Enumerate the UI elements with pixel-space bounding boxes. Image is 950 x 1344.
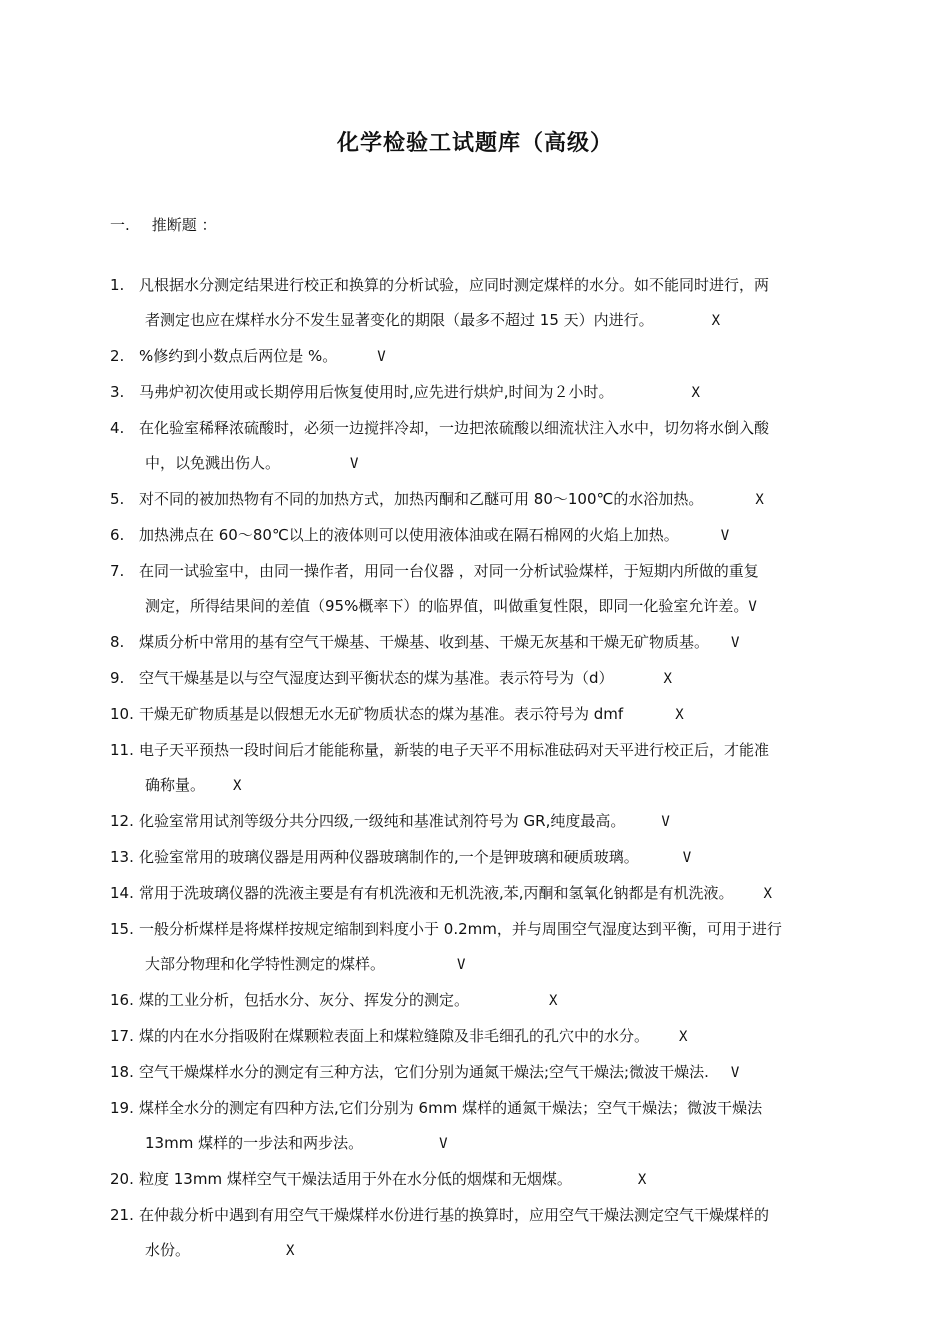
- answer-mark: V: [730, 1065, 740, 1081]
- question-text: [110, 876, 845, 912]
- question-text: [110, 1019, 845, 1055]
- question-line: 煤的工业分析，包括水分、灰分、挥发分的测定。 X: [139, 983, 845, 1019]
- answer-mark: V: [720, 528, 730, 544]
- question-text: [110, 840, 845, 876]
- question-line: 空气干燥基是以与空气湿度达到平衡状态的煤为基准。表示符号为（d） X: [139, 661, 845, 697]
- question-text: [110, 554, 845, 625]
- question-text: [110, 1198, 845, 1269]
- question-text: [110, 482, 845, 518]
- answer-mark: X: [755, 492, 764, 508]
- question-number: 21.: [110, 1206, 134, 1224]
- answer-mark: X: [663, 671, 672, 687]
- question-item: [110, 1091, 845, 1162]
- question-number: 1.: [110, 276, 125, 294]
- question-item: [110, 518, 845, 554]
- question-item: [110, 840, 845, 876]
- question-item: [110, 1055, 845, 1091]
- question-line: 水份。 X: [139, 1233, 845, 1269]
- question-item: [110, 733, 845, 804]
- question-text: [110, 625, 845, 661]
- answer-mark: V: [682, 850, 692, 866]
- question-line: 电子天平预热一段时间后才能能称量，新装的电子天平不用标准砝码对天平进行校正后，才能准: [139, 741, 770, 759]
- question-line: 粒度 13mm 煤样空气干燥法适用于外在水分低的烟煤和无烟煤。 X: [139, 1162, 845, 1198]
- answer-mark: X: [679, 1029, 688, 1045]
- question-item: [110, 482, 845, 518]
- question-text: [110, 1091, 845, 1162]
- question-item: [110, 554, 845, 625]
- question-number: 4.: [110, 419, 125, 437]
- question-line: 者测定也应在煤样水分不发生显著变化的期限（最多不超过 15 天）内进行。 X: [139, 303, 845, 339]
- question-number: 19.: [110, 1099, 134, 1117]
- question-line: 干燥无矿物质基是以假想无水无矿物质状态的煤为基准。表示符号为 dmf X: [139, 697, 845, 733]
- question-item: [110, 876, 845, 912]
- question-line: 煤的内在水分指吸附在煤颗粒表面上和煤粒缝隙及非毛细孔的孔穴中的水分。 X: [139, 1019, 845, 1055]
- question-text: [110, 375, 845, 411]
- question-item: [110, 411, 845, 482]
- question-text: [110, 983, 845, 1019]
- question-number: 9.: [110, 669, 125, 687]
- question-line: 煤质分析中常用的基有空气干燥基、干燥基、收到基、干燥无灰基和干燥无矿物质基。 V: [139, 625, 845, 661]
- question-item: [110, 339, 845, 375]
- question-item: [110, 804, 845, 840]
- question-item: [110, 912, 845, 983]
- section-number: 一.: [110, 216, 130, 234]
- question-text: [110, 1055, 845, 1091]
- question-line: 大部分物理和化学特性测定的煤样。 V: [139, 947, 845, 983]
- answer-mark: V: [377, 349, 386, 365]
- question-number: 15.: [110, 920, 134, 938]
- question-text: [110, 1162, 845, 1198]
- question-number: 8.: [110, 633, 125, 651]
- answer-mark: X: [637, 1172, 647, 1188]
- question-line: 凡根据水分测定结果进行校正和换算的分析试验，应同时测定煤样的水分。如不能同时进行，两: [139, 276, 770, 294]
- question-line: 空气干燥煤样水分的测定有三种方法，它们分别为通氮干燥法;空气干燥法;微波干燥法. V: [139, 1055, 845, 1091]
- question-text: [110, 411, 845, 482]
- answer-mark: V: [457, 957, 466, 973]
- page-title: 化学检验工试题库（高级）: [336, 131, 613, 156]
- section-label: 推断题 ：: [151, 216, 217, 234]
- answer-mark: V: [731, 635, 740, 651]
- question-item: [110, 1198, 845, 1269]
- question-item: [110, 697, 845, 733]
- question-number: 3.: [110, 383, 125, 401]
- question-text: [110, 733, 845, 804]
- question-line: 在同一试验室中，由同一操作者，用同一台仪器 ，对同一分析试验煤样，于短期内所做的重复: [139, 562, 759, 580]
- question-line: %修约到小数点后两位是 %。 V: [139, 339, 845, 375]
- question-item: [110, 268, 845, 339]
- question-text: [110, 518, 845, 554]
- question-line: 化验室常用的玻璃仪器是用两种仪器玻璃制作的,一个是钾玻璃和硬质玻璃。 V: [139, 840, 845, 876]
- question-text: [110, 661, 845, 697]
- question-text: [110, 339, 845, 375]
- question-line: 化验室常用试剂等级分共分四级,一级纯和基准试剂符号为 GR,纯度最高。 V: [139, 804, 845, 840]
- question-item: [110, 1162, 845, 1198]
- question-line: 13mm 煤样的一步法和两步法。 V: [139, 1126, 845, 1162]
- answer-mark: V: [439, 1136, 448, 1152]
- answer-mark: V: [350, 456, 359, 472]
- question-item: [110, 375, 845, 411]
- answer-mark: X: [286, 1243, 295, 1259]
- question-number: 17.: [110, 1027, 134, 1045]
- question-line: 对不同的被加热物有不同的加热方式，加热丙酮和乙醚可用 80～100℃的水浴加热。 X: [139, 482, 845, 518]
- answer-mark: X: [233, 778, 242, 794]
- question-number: 10.: [110, 705, 134, 723]
- question-line: 一般分析煤样是将煤样按规定缩制到料度小于 0.2mm，并与周围空气湿度达到平衡，可用于进行: [139, 920, 782, 938]
- question-number: 11.: [110, 741, 134, 759]
- question-line: 中，以免溅出伤人。 V: [139, 446, 845, 482]
- question-number: 2.: [110, 347, 125, 365]
- question-number: 14.: [110, 884, 134, 902]
- question-line: 在仲裁分析中遇到有用空气干燥煤样水份进行基的换算时，应用空气干燥法测定空气干燥煤样的: [139, 1206, 770, 1224]
- question-line: 在化验室稀释浓硫酸时，必须一边搅拌冷却，一边把浓硫酸以细流状注入水中，切勿将水倒入酸: [139, 419, 770, 437]
- question-number: 13.: [110, 848, 134, 866]
- answer-mark: X: [691, 385, 700, 401]
- question-number: 7.: [110, 562, 125, 580]
- question-list: [110, 268, 845, 1269]
- question-number: 18.: [110, 1063, 134, 1081]
- question-item: [110, 983, 845, 1019]
- answer-mark: V: [748, 599, 757, 615]
- question-number: 6.: [110, 526, 125, 544]
- question-number: 12.: [110, 812, 134, 830]
- question-line: 测定，所得结果间的差值（95%概率下）的临界值，叫做重复性限，即同一化验室允许差。V: [139, 589, 845, 625]
- question-text: [110, 804, 845, 840]
- question-line: 煤样全水分的测定有四种方法,它们分别为 6mm 煤样的通氮干燥法；空气干燥法；微波干燥法: [139, 1099, 763, 1117]
- question-number: 20.: [110, 1170, 134, 1188]
- question-number: 5.: [110, 490, 125, 508]
- question-text: [110, 697, 845, 733]
- question-line: 确称量。 X: [139, 768, 845, 804]
- answer-mark: X: [763, 886, 772, 902]
- answer-mark: X: [675, 707, 684, 723]
- question-item: [110, 625, 845, 661]
- question-line: 马弗炉初次使用或长期停用后恢复使用时,应先进行烘炉,时间为２小时。 X: [139, 375, 845, 411]
- answer-mark: V: [661, 814, 670, 830]
- question-line: 加热沸点在 60～80℃以上的液体则可以使用液体油或在隔石棉网的火焰上加热。 V: [139, 518, 845, 554]
- answer-mark: X: [711, 313, 721, 329]
- section-heading: [110, 214, 217, 235]
- question-text: [110, 912, 845, 983]
- question-item: [110, 661, 845, 697]
- question-text: [110, 268, 845, 339]
- answer-mark: X: [549, 993, 558, 1009]
- question-line: 常用于洗玻璃仪器的洗液主要是有有机洗液和无机洗液,苯,丙酮和氢氧化钠都是有机洗液。 X: [139, 876, 845, 912]
- question-item: [110, 1019, 845, 1055]
- question-number: 16.: [110, 991, 134, 1009]
